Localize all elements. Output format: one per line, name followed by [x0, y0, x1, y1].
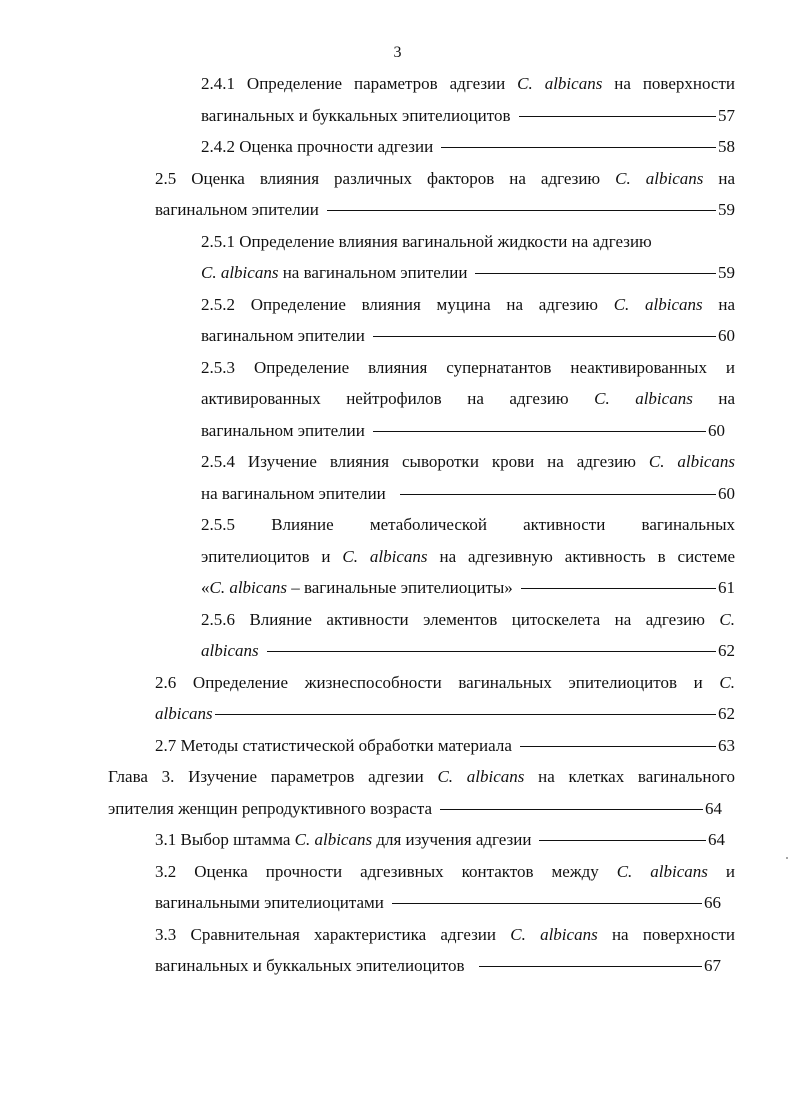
- entry-text: [201, 257, 467, 289]
- entry-text: для изучения адгезии: [376, 830, 532, 849]
- toc-entry-2-4-2[interactable]: [0, 131, 795, 163]
- entry-text: 2.7 Методы статистической обработки материала: [155, 735, 512, 755]
- species-name: C. albicans: [616, 861, 708, 881]
- entry-text: на вагинальном эпителии: [201, 483, 386, 503]
- dot-leader: [520, 746, 716, 747]
- page-ref: 63: [718, 735, 735, 755]
- species-name: C. albicans: [594, 389, 693, 408]
- entry-text: на клетках вагинального: [538, 767, 736, 786]
- toc-entry-2-5[interactable]: [0, 163, 795, 226]
- toc-line: [201, 509, 735, 541]
- dot-leader: [539, 840, 706, 841]
- page-ref: 66: [704, 893, 721, 912]
- toc-entry-2-5-5[interactable]: [0, 509, 795, 604]
- species-name: C. albicans: [294, 830, 373, 849]
- toc-entry-chapter-3[interactable]: [0, 761, 795, 824]
- page-ref: 60: [708, 420, 725, 440]
- species-name: C.: [719, 672, 736, 692]
- page-ref: 59: [718, 263, 735, 282]
- dot-leader: [400, 494, 716, 495]
- entry-text: 2.5.3 Определение влияния супернатантов неактивированных и: [201, 357, 735, 377]
- toc-line-last: [201, 415, 725, 447]
- species-name: albicans: [155, 704, 213, 723]
- species-name: C. albicans: [201, 263, 279, 282]
- toc-line: [201, 289, 735, 321]
- toc-entry-3-3[interactable]: [0, 919, 795, 982]
- toc-line-last: [155, 194, 735, 226]
- dot-leader: [440, 809, 703, 810]
- toc-line: [201, 446, 735, 478]
- page-ref: 61: [718, 578, 735, 597]
- dot-leader: [373, 336, 716, 337]
- species-name: C. albicans: [510, 924, 598, 944]
- toc-entry-2-6[interactable]: [0, 667, 795, 730]
- entry-text: 2.5 Оценка влияния различных факторов на адгезию: [155, 168, 601, 188]
- entry-text: 2.6 Определение жизнеспособности вагинальных эпителиоцитов и: [155, 672, 703, 692]
- entry-text: вагинальном эпителии: [201, 420, 365, 440]
- species-name: C. albicans: [615, 168, 704, 188]
- toc-entry-2-5-1[interactable]: [0, 226, 795, 289]
- toc-line-last: [155, 887, 721, 919]
- toc-line-last: [155, 950, 721, 982]
- species-name: C. albicans: [613, 294, 703, 314]
- dot-leader: [267, 651, 716, 652]
- entry-text: – вагинальные эпителиоциты»: [291, 578, 513, 597]
- toc-line: [201, 383, 735, 415]
- toc-line: [201, 352, 735, 384]
- dot-leader: [373, 431, 706, 432]
- table-of-contents: [0, 68, 795, 982]
- entry-text: [155, 824, 531, 856]
- entry-text: 2.4.1 Определение параметров адгезии: [201, 74, 506, 93]
- dot-leader: [475, 273, 716, 274]
- entry-text: на: [718, 168, 736, 188]
- species-name: albicans: [201, 641, 259, 660]
- entry-text: на адгезивную активность в системе: [439, 546, 736, 566]
- toc-line: [108, 761, 735, 793]
- page-ref: 62: [718, 641, 735, 660]
- species-name: C. albicans: [437, 767, 525, 786]
- toc-line: [155, 919, 735, 951]
- page-number: 3: [393, 44, 402, 61]
- page-ref: 57: [718, 105, 735, 125]
- toc-line-last: [201, 257, 735, 289]
- species-name: C. albicans: [342, 546, 428, 566]
- toc-entry-2-5-6[interactable]: [0, 604, 795, 667]
- toc-line: [155, 163, 735, 195]
- species-name: C. albicans: [209, 578, 287, 597]
- toc-line-last: [108, 793, 722, 825]
- species-name: C.: [719, 609, 735, 629]
- entry-text: эпителиоцитов и: [201, 546, 331, 566]
- dot-leader: [392, 903, 702, 904]
- toc-line-last: [201, 100, 735, 132]
- dot-leader: [519, 116, 716, 117]
- page-ref: 59: [718, 200, 735, 219]
- entry-text: на: [718, 389, 735, 408]
- toc-entry-2-4-1[interactable]: [0, 68, 795, 131]
- page-ref: 64: [705, 798, 722, 818]
- page-ref: 60: [718, 483, 735, 503]
- toc-entry-2-7[interactable]: [0, 730, 795, 762]
- toc-line: [155, 856, 735, 888]
- toc-line-last: [155, 730, 735, 762]
- species-name: C. albicans: [517, 74, 603, 93]
- entry-text: вагинальных и буккальных эпителиоцитов: [201, 105, 511, 125]
- page-ref: 62: [718, 704, 735, 723]
- entry-text: на вагинальном эпителии: [282, 263, 468, 282]
- entry-text: Глава 3. Изучение параметров адгезии: [108, 767, 424, 786]
- entry-text: на: [718, 294, 736, 314]
- entry-text: эпителия женщин репродуктивного возраста: [108, 798, 433, 818]
- toc-entry-3-2[interactable]: [0, 856, 795, 919]
- quote-mark: «: [201, 578, 210, 597]
- species-name: C. albicans: [648, 452, 735, 471]
- toc-entry-2-5-2[interactable]: [0, 289, 795, 352]
- entry-text: [201, 572, 513, 604]
- dot-leader: [215, 714, 716, 715]
- toc-entry-2-5-3[interactable]: [0, 352, 795, 447]
- entry-text: 2.5.1 Определение влияния вагинальной жидкости на адгезию: [201, 231, 652, 251]
- toc-line-last: [201, 478, 735, 510]
- toc-line: [201, 68, 735, 100]
- entry-text: на поверхности: [614, 74, 735, 93]
- toc-entry-3-1[interactable]: [0, 824, 795, 856]
- toc-line-last: [201, 131, 735, 163]
- entry-text: вагинальном эпителии: [155, 200, 319, 219]
- toc-entry-2-5-4[interactable]: [0, 446, 795, 509]
- page-ref: 67: [704, 956, 721, 975]
- toc-line-last: [155, 698, 735, 730]
- entry-text: 2.5.6 Влияние активности элементов цитоскелета на адгезию: [201, 609, 705, 629]
- toc-line: [201, 604, 735, 636]
- entry-text: на поверхности: [611, 924, 735, 944]
- dot-leader: [441, 147, 716, 148]
- entry-text: активированных нейтрофилов на адгезию: [201, 389, 569, 408]
- entry-text: 2.5.2 Определение влияния муцина на адгезию: [201, 294, 598, 314]
- toc-line-last: [201, 320, 735, 352]
- entry-text: вагинальном эпителии: [201, 326, 365, 345]
- entry-text: 3.1 Выбор штамма: [155, 830, 291, 849]
- entry-text: и: [725, 861, 735, 881]
- page-ref: 64: [708, 830, 725, 849]
- toc-line-last: [201, 572, 735, 604]
- scan-speck: [786, 857, 788, 859]
- page-ref: 60: [718, 326, 735, 345]
- toc-line: [201, 226, 735, 258]
- toc-line-last: [155, 824, 725, 856]
- toc-line: [155, 667, 735, 699]
- page-ref: 58: [718, 137, 735, 156]
- dot-leader: [521, 588, 716, 589]
- toc-line-last: [201, 635, 735, 667]
- entry-text: вагинальными эпителиоцитами: [155, 893, 384, 912]
- dot-leader: [327, 210, 716, 211]
- entry-text: 2.4.2 Оценка прочности адгезии: [201, 137, 434, 156]
- entry-text: 3.2 Оценка прочности адгезивных контактов между: [155, 861, 599, 881]
- entry-text: 2.5.5 Влияние метаболической активности вагинальных: [201, 515, 735, 534]
- entry-text: 2.5.4 Изучение влияния сыворотки крови на адгезию: [201, 452, 636, 471]
- entry-text: 3.3 Сравнительная характеристика адгезии: [155, 924, 496, 944]
- dot-leader: [479, 966, 702, 967]
- entry-text: вагинальных и буккальных эпителиоцитов: [155, 956, 465, 975]
- toc-line: [201, 541, 735, 573]
